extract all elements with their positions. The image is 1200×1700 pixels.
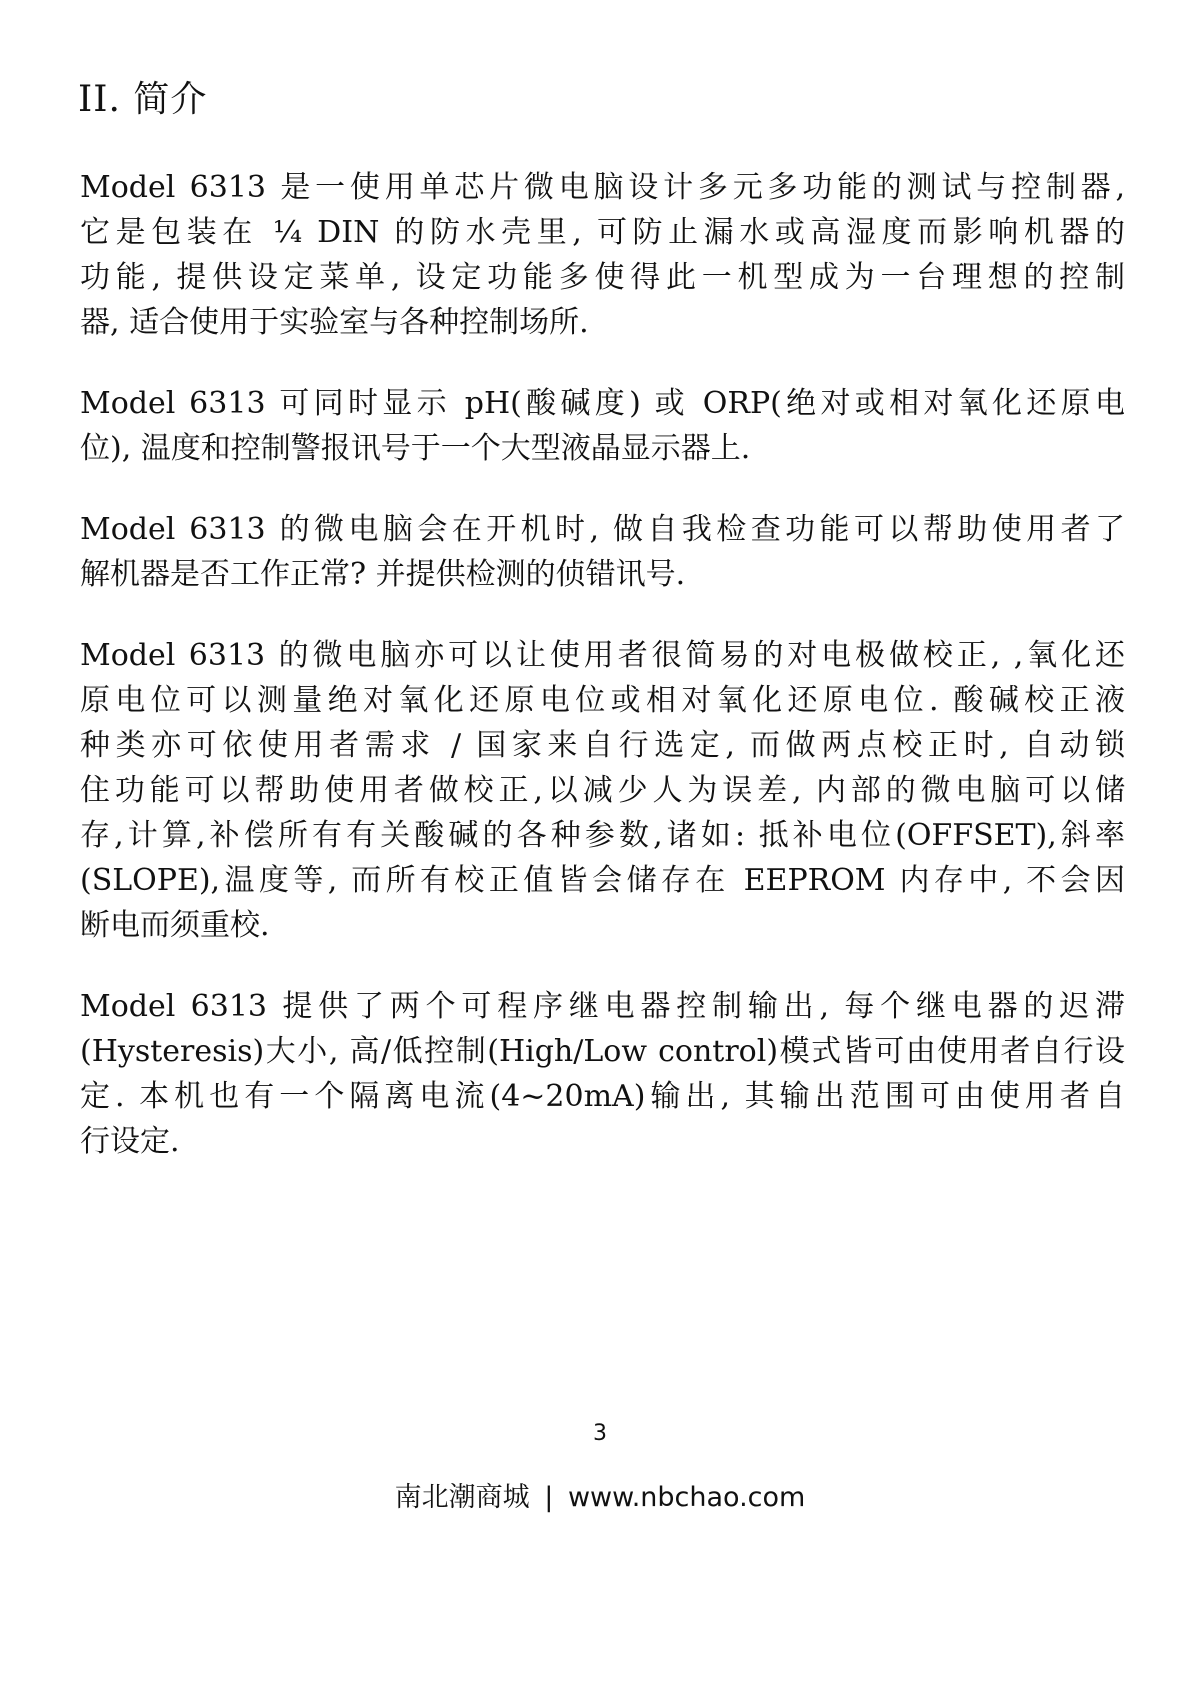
text-line: Model 6313 提供了两个可程序继电器控制输出, 每个继电器的迟滞 [80,989,1125,1024]
text-line: (Hysteresis)大小, 高/低控制(High/Low control)模式皆可由使用者自行设 [80,1034,1125,1069]
text-line: 它是包装在 ¼ DIN 的防水壳里, 可防止漏水或高湿度而影响机器的 [80,215,1125,250]
text-line: Model 6313 可同时显示 pH(酸碱度) 或 ORP(绝对或相对氧化还原电 [80,386,1125,421]
footer-separator: | [544,1482,554,1513]
paragraph-relay-output [80,984,1125,1164]
footer-brand: 南北潮商城 [394,1482,530,1513]
text-line: (SLOPE),温度等, 而所有校正值皆会储存在 EEPROM 内存中, 不会因 [80,863,1125,898]
text-line: 行设定. [80,1124,180,1159]
paragraph-intro [80,165,1125,345]
text-line: 住功能可以帮助使用者做校正,以减少人为误差, 内部的微电脑可以储 [80,773,1125,808]
footer-website-link[interactable]: www.nbchao.com [567,1482,806,1513]
text-line: 种类亦可依使用者需求 / 国家来自行选定, 而做两点校正时, 自动锁 [80,728,1125,763]
text-line: 断电而须重校. [80,908,270,943]
paragraph-calibration [80,633,1125,948]
paragraph-self-test [80,507,1125,597]
page-number: 3 [593,1421,607,1446]
text-line: Model 6313 的微电脑亦可以让使用者很简易的对电极做校正, ,氧化还 [80,638,1125,673]
text-line: 原电位可以测量绝对氧化还原电位或相对氧化还原电位. 酸碱校正液 [80,683,1125,718]
section-title: II. 简介 [78,79,208,120]
text-line: 定. 本机也有一个隔离电流(4~20mA)输出, 其输出范围可由使用者自 [80,1079,1125,1114]
text-line: 器, 适合使用于实验室与各种控制场所. [80,305,589,340]
text-line: Model 6313 是一使用单芯片微电脑设计多元多功能的测试与控制器, [80,170,1125,205]
text-line: 功能, 提供设定菜单, 设定功能多使得此一机型成为一台理想的控制 [80,260,1125,295]
text-line: 位), 温度和控制警报讯号于一个大型液晶显示器上. [80,431,751,466]
footer [0,1480,1200,1516]
text-line: 解机器是否工作正常? 并提供检测的侦错讯号. [80,557,686,592]
text-line: 存,计算,补偿所有有关酸碱的各种参数,诸如: 抵补电位(OFFSET),斜率 [80,818,1125,853]
text-line: Model 6313 的微电脑会在开机时, 做自我检查功能可以帮助使用者了 [80,512,1125,547]
document-body [80,165,1125,1200]
paragraph-display [80,381,1125,471]
